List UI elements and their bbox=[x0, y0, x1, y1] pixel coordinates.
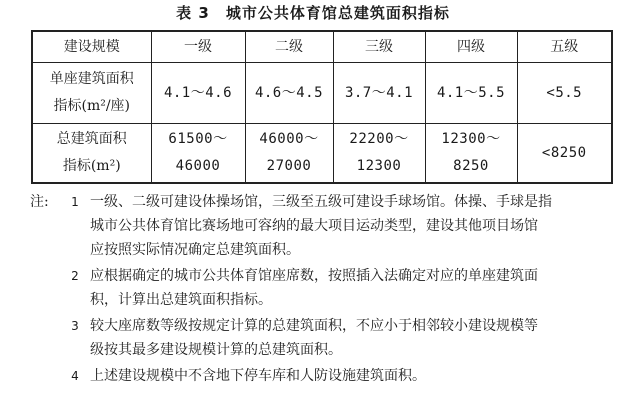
note-number: 3 bbox=[71, 319, 79, 333]
table-cell: 3.7～4.1 bbox=[333, 63, 425, 124]
note-text bbox=[90, 364, 618, 388]
note-line: 应按照实际情况确定总建筑面积。 bbox=[90, 242, 300, 258]
note-item bbox=[30, 264, 618, 312]
note-item bbox=[30, 190, 618, 262]
area-index-table bbox=[31, 30, 613, 184]
table-cell bbox=[245, 124, 333, 184]
note-line: 应根据确定的城市公共体育馆座席数，按照插入法确定对应的单座建筑面 bbox=[90, 268, 538, 284]
note-text bbox=[90, 264, 618, 312]
row-label-line: 指标(m²/座) bbox=[53, 98, 131, 114]
note-line: 城市公共体育馆比赛场地可容纳的最大项目运动类型，建设其他项目场馆 bbox=[90, 218, 538, 234]
note-number: 4 bbox=[71, 369, 79, 383]
header-cell: 四级 bbox=[425, 31, 517, 63]
note-line: 一级、二级可建设体操场馆，三级至五级可建设手球场馆。体操、手球是指 bbox=[90, 194, 552, 210]
header-cell: 建设规模 bbox=[32, 31, 151, 63]
table-header-row bbox=[32, 31, 612, 63]
table-cell: 4.1～4.6 bbox=[151, 63, 245, 124]
cell-line: 46000～ bbox=[259, 131, 319, 147]
table-cell: <5.5 bbox=[517, 63, 612, 124]
table-cell: 4.6～4.5 bbox=[245, 63, 333, 124]
header-cell: 三级 bbox=[333, 31, 425, 63]
row-label-line: 指标(m²) bbox=[62, 158, 121, 174]
cell-line: 27000 bbox=[266, 158, 312, 174]
cell-line: 46000 bbox=[175, 158, 221, 174]
note-text bbox=[90, 314, 618, 362]
cell-line: 8250 bbox=[453, 158, 489, 174]
table-cell bbox=[425, 124, 517, 184]
note-number: 2 bbox=[71, 269, 79, 283]
table-row bbox=[32, 124, 612, 184]
cell-line: 61500～ bbox=[168, 131, 228, 147]
notes-prefix: 注: bbox=[30, 194, 49, 210]
note-item bbox=[30, 314, 618, 362]
table-notes bbox=[30, 190, 618, 388]
table-cell: <8250 bbox=[517, 124, 612, 184]
cell-line: 22200～ bbox=[349, 131, 409, 147]
cell-line: 12300 bbox=[356, 158, 402, 174]
note-line: 上述建设规模中不含地下停车库和人防设施建筑面积。 bbox=[90, 368, 426, 384]
note-number: 1 bbox=[71, 195, 79, 209]
row-label-line: 单座建筑面积 bbox=[49, 71, 134, 87]
table-cell bbox=[151, 124, 245, 184]
table-number: 表 3 bbox=[176, 4, 210, 22]
note-line: 较大座席数等级按规定计算的总建筑面积，不应小于相邻较小建设规模等 bbox=[90, 318, 538, 334]
note-item bbox=[30, 364, 618, 388]
table-cell bbox=[333, 124, 425, 184]
table-row bbox=[32, 63, 612, 124]
header-cell: 五级 bbox=[517, 31, 612, 63]
table-caption: 城市公共体育馆总建筑面积指标 bbox=[225, 4, 450, 22]
table-cell: 4.1～5.5 bbox=[425, 63, 517, 124]
cell-line: 12300～ bbox=[441, 131, 501, 147]
table-title bbox=[0, 2, 626, 23]
row-label-line: 总建筑面积 bbox=[56, 131, 127, 147]
note-line: 级按其最多建设规模计算的总建筑面积。 bbox=[90, 342, 342, 358]
row-label bbox=[32, 124, 151, 184]
note-text bbox=[90, 190, 618, 262]
header-cell: 一级 bbox=[151, 31, 245, 63]
note-line: 积，计算出总建筑面积指标。 bbox=[90, 292, 272, 308]
row-label bbox=[32, 63, 151, 124]
header-cell: 二级 bbox=[245, 31, 333, 63]
